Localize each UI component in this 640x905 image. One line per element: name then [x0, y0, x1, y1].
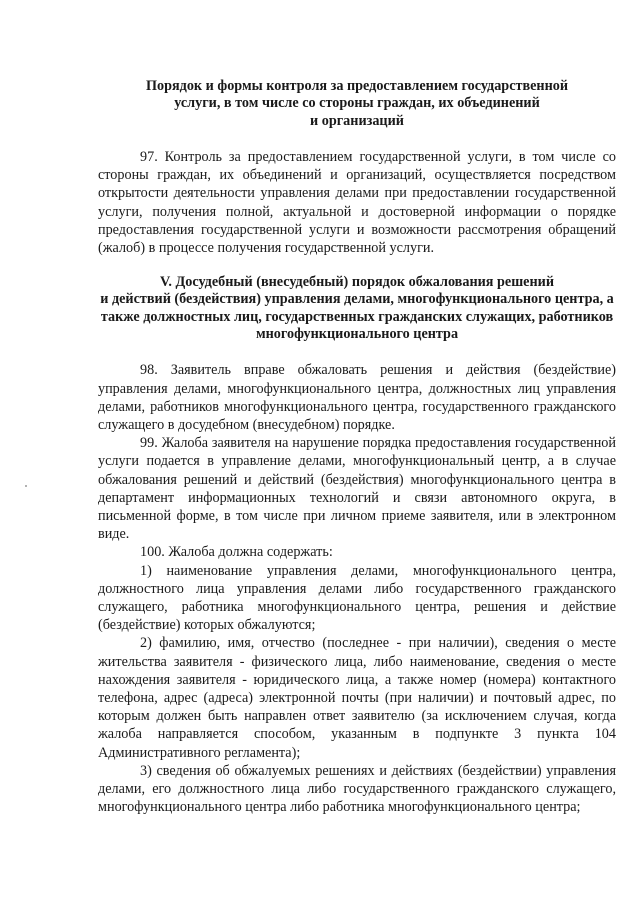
paragraph-98: 98. Заявитель вправе обжаловать решения и действия (бездействие) управления делами, многофункционального центра, должностных лиц управления делами, работников многофункционального центра, государственного гражданского служащего в досудебном (внесудебном) порядке.: [98, 362, 616, 433]
document-page: [98, 78, 616, 816]
section-title-line: Порядок и формы контроля за предоставлением государственной: [145, 78, 569, 94]
section-title-line: услуги, в том числе со стороны граждан, их объединений: [174, 95, 540, 112]
section-title-line: также должностных лиц, государственных гражданских служащих, работников: [100, 308, 614, 325]
spacer: [98, 257, 616, 274]
paragraph-97: 97. Контроль за предоставлением государственной услуги, в том числе со стороны граждан, их объединений и организаций, осуществляется посредством открытости деятельности управления делами при предоставлении государственной услуги, получения полной, актуальной и достоверной информации о порядке предоставления государственной услуги и возможности рассмотрения обращений (жалоб) в процессе получения государственной услуги.: [98, 148, 616, 256]
section-title-control: [98, 78, 616, 130]
spacer: [98, 130, 616, 148]
section-title-line: и организаций: [310, 112, 404, 129]
list-item-3: 3) сведения об обжалуемых решениях и действиях (бездействии) управления делами, его должностного лица либо государственного гражданского служащего, многофункционального центра либо работника многофункционального центра;: [98, 762, 616, 816]
list-item-1: 1) наименование управления делами, многофункционального центра, должностного лица управления делами либо государственного гражданского служащего, работника многофункционального центра, решения и действие (бездействие) которых обжалуются;: [98, 562, 616, 634]
section-title-line: и действий (бездействия) управления делами, многофункционального центра, а: [100, 291, 614, 308]
section-title-appeal: [98, 274, 616, 343]
section-title-line: многофункционального центра: [255, 326, 459, 342]
paragraph-99: 99. Жалоба заявителя на нарушение порядка предоставления государственной услуги подается в управление делами, многофункциональный центр, а в случае обжалования решений и действий (бездействия) многофункционального центра в департамент информационных технологий и связи автономного округа, в письменной форме, в том числе при личном приеме заявителя, или в электронном виде.: [98, 435, 616, 543]
list-item-2: 2) фамилию, имя, отчество (последнее - при наличии), сведения о месте жительства заявителя - физического лица, либо наименование, сведения о месте нахождения заявителя - юридического лица, а также номер (номера) контактного телефона, адрес (адреса) электронной почты (при наличии) и почтовый адрес, по которым должен быть направлен ответ заявителю (за исключением случая, когда жалоба направляется способом, указанным в подпункте 3 пункта 104 Административного регламента);: [98, 635, 616, 761]
paragraph-100: 100. Жалоба должна содержать:: [140, 544, 333, 561]
scan-speck: [25, 485, 27, 487]
spacer: [98, 343, 616, 361]
section-title-line: V. Досудебный (внесудебный) порядок обжалования решений: [160, 274, 554, 291]
